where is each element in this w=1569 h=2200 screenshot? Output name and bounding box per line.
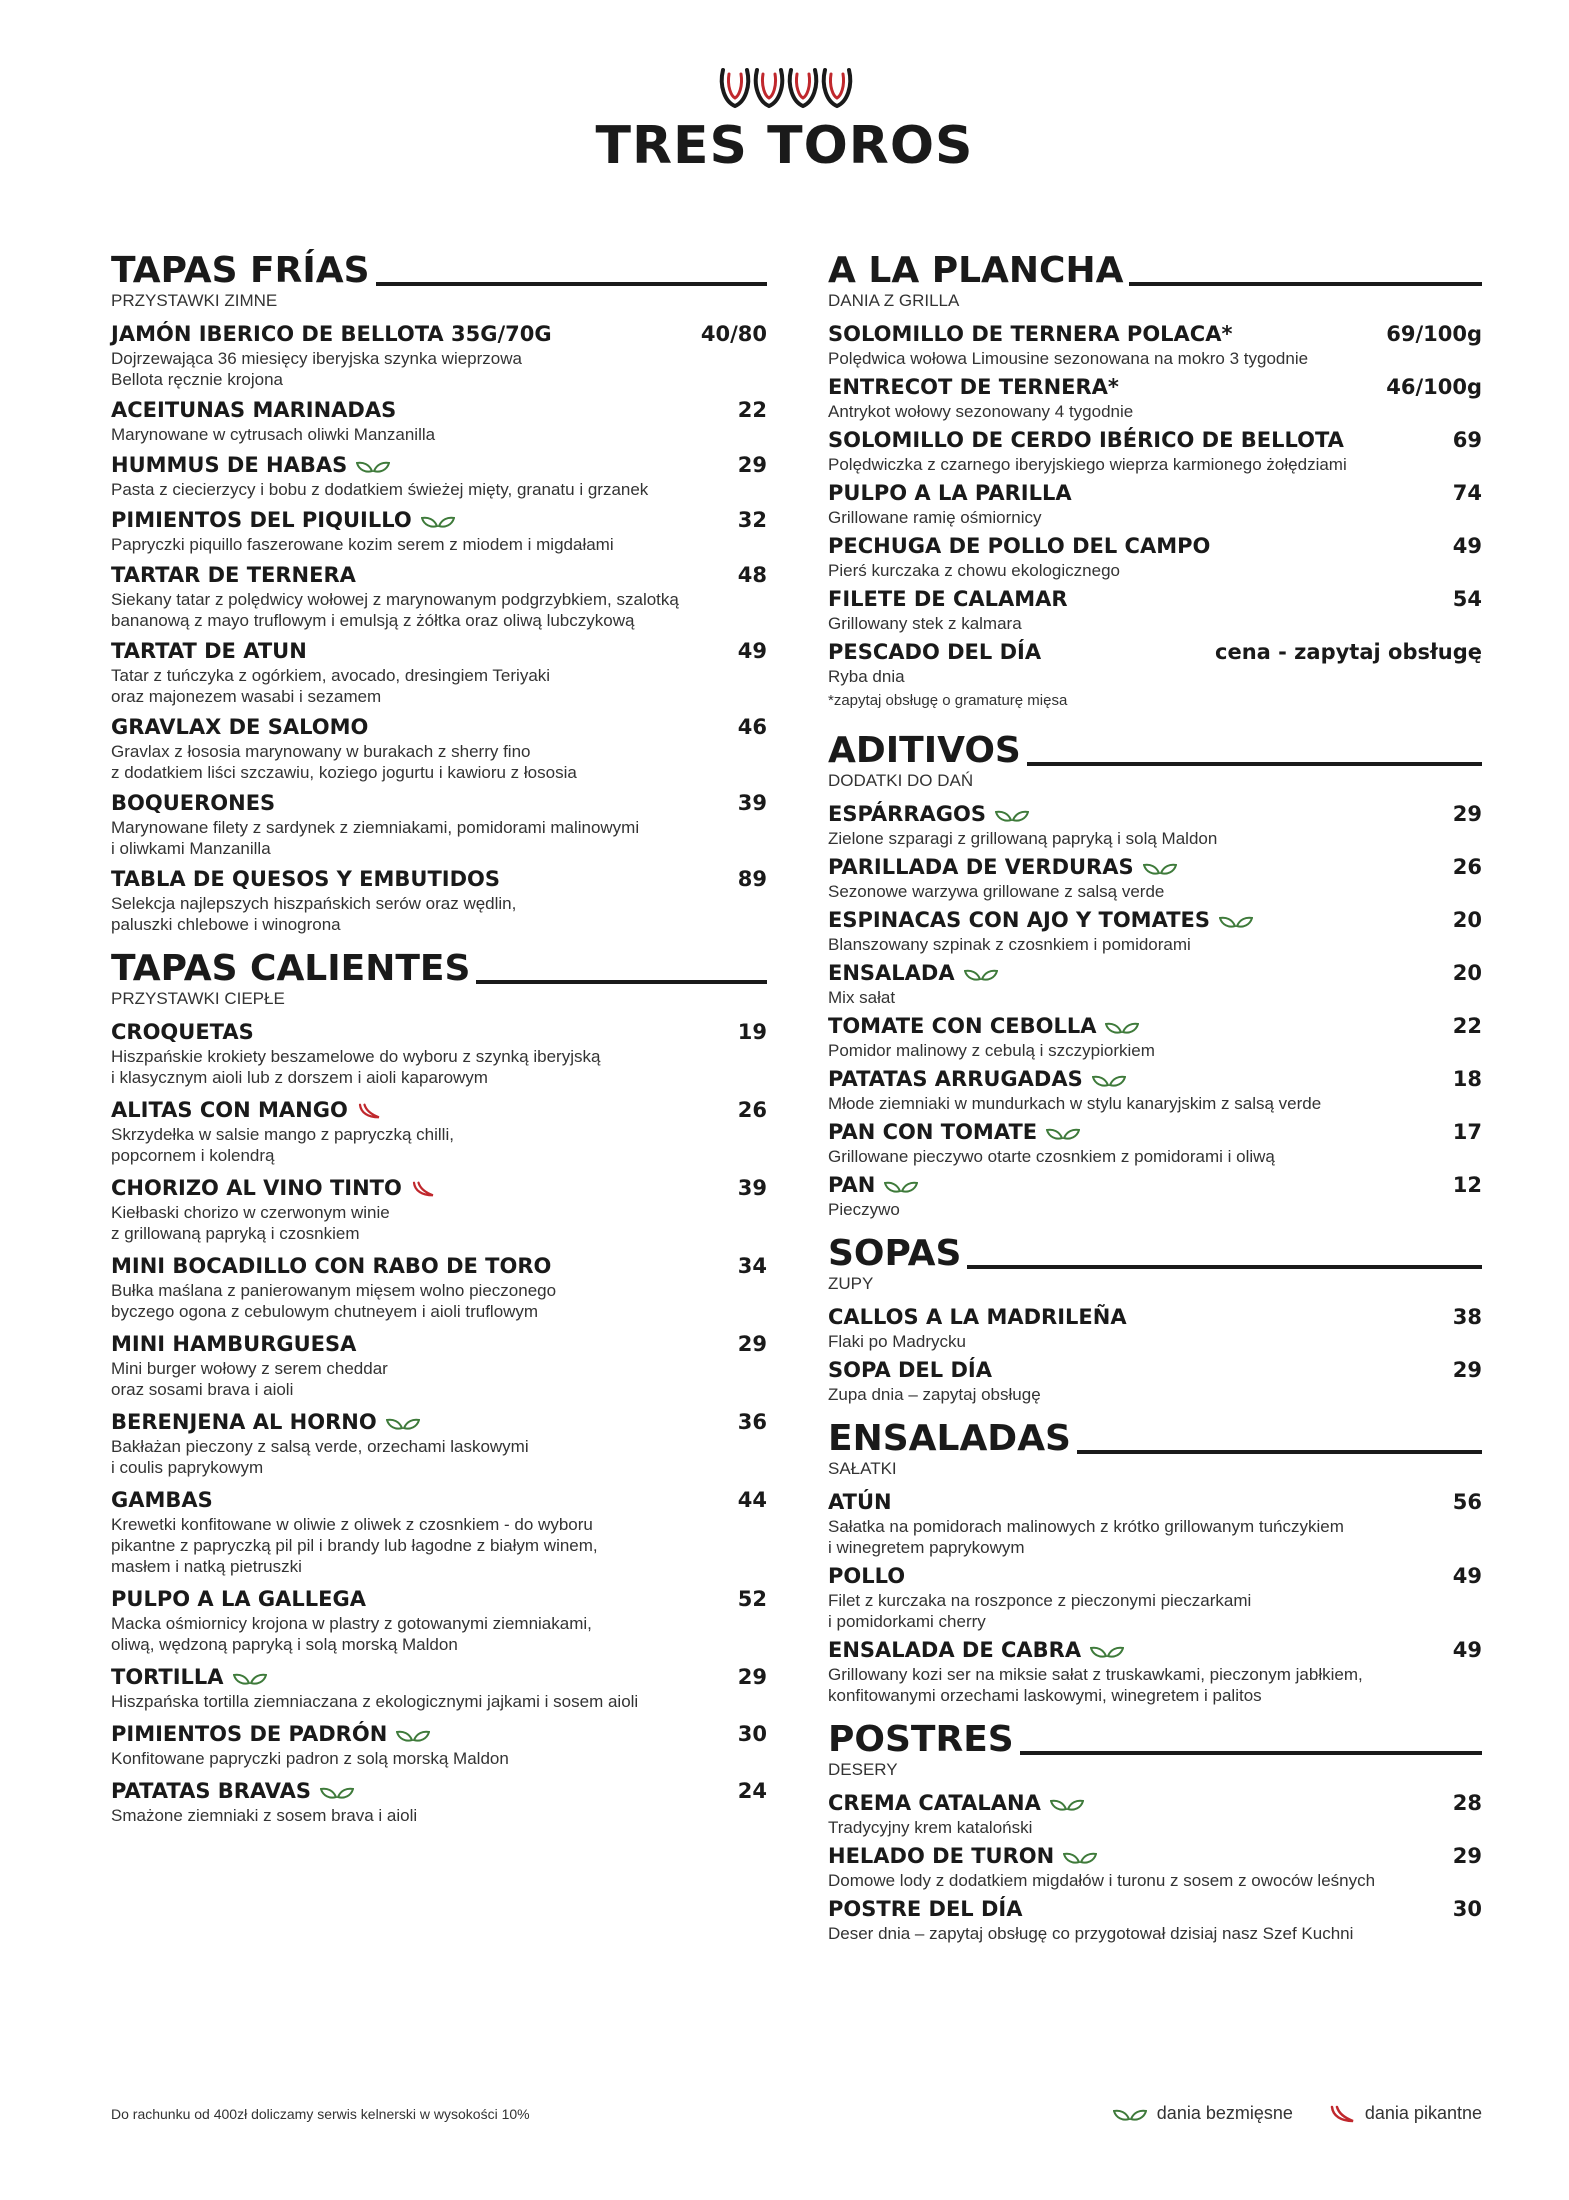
menu-item-price: 44 <box>737 1488 767 1512</box>
menu-item-price: 29 <box>1452 1358 1482 1382</box>
menu-item-description: Siekany tatar z polędwicy wołowej z marynowanym podgrzybkiem, szalotką <box>111 590 679 609</box>
menu-item <box>828 1119 1482 1167</box>
section-divider <box>1027 762 1482 766</box>
menu-item <box>828 427 1482 475</box>
menu-item-description: Pierś kurczaka z chowu ekologicznego <box>828 561 1120 580</box>
menu-item-description: Deser dnia – zapytaj obsługę co przygotował dzisiaj nasz Szef Kuchni <box>828 1924 1354 1943</box>
menu-item-description: Bakłażan pieczony z salsą verde, orzechami laskowymi <box>111 1437 529 1456</box>
menu-item-name: ENSALADA DE CABRA <box>828 1637 1124 1664</box>
menu-item-description: Zielone szparagi z grillowaną papryką i solą Maldon <box>828 829 1218 848</box>
section-title: POSTRES <box>828 1719 1014 1760</box>
menu-item <box>111 1409 767 1478</box>
menu-item <box>111 1721 767 1769</box>
menu-item <box>111 1664 767 1712</box>
menu-item-description: oraz majonezem wasabi i sezamem <box>111 687 382 706</box>
section-title: ENSALADAS <box>828 1418 1071 1459</box>
menu-item-name: PAN CON TOMATE <box>828 1119 1080 1146</box>
menu-item-description: Mini burger wołowy z serem cheddar <box>111 1359 388 1378</box>
menu-item-description: Gravlax z łososia marynowany w burakach z sherry fino <box>111 742 531 761</box>
menu-item-name: PESCADO DEL DÍA <box>828 640 1042 664</box>
section-subtitle: DANIA Z GRILLA <box>828 291 960 310</box>
footer <box>111 2103 1482 2124</box>
menu-item-name: MINI BOCADILLO CON RABO DE TORO <box>111 1254 552 1278</box>
menu-item-name: BERENJENA AL HORNO <box>111 1409 420 1436</box>
menu-item-name: JAMÓN IBERICO DE BELLOTA 35G/70G <box>111 322 552 346</box>
menu-item <box>111 1019 767 1088</box>
menu-item-description: paluszki chlebowe i winogrona <box>111 915 341 934</box>
menu-item <box>111 507 767 555</box>
menu-item-description: i klasycznym aioli lub z dorszem i aioli kaparowym <box>111 1068 488 1087</box>
menu-item-description: Marynowane filety z sardynek z ziemniakami, pomidorami malinowymi <box>111 818 640 837</box>
menu-item <box>828 639 1482 687</box>
menu-item <box>111 714 767 783</box>
section-note: *zapytaj obsługę o gramaturę mięsa <box>828 692 1068 709</box>
menu-item-price: 46/100g <box>1386 375 1482 399</box>
menu-item-description: z dodatkiem liści szczawiu, koziego jogurtu i kawioru z łososia <box>111 763 577 782</box>
menu-item <box>111 1331 767 1400</box>
menu-item-description: Blanszowany szpinak z czosnkiem i pomidorami <box>828 935 1191 954</box>
menu-item-description: Filet z kurczaka na roszponce z pieczonymi pieczarkami <box>828 1591 1252 1610</box>
menu-item-name: SOPA DEL DÍA <box>828 1358 992 1382</box>
brand-name: TRES TOROS <box>595 116 974 176</box>
menu-item-price: 48 <box>737 563 767 587</box>
menu-item-price: 74 <box>1452 481 1482 505</box>
menu-item-price: 22 <box>737 398 767 422</box>
menu-item <box>111 790 767 859</box>
menu-item-price: 69 <box>1452 428 1482 452</box>
leaf-icon <box>1113 2106 1147 2122</box>
leaf-icon <box>320 1784 354 1800</box>
menu-item-price: 24 <box>737 1779 767 1803</box>
menu-item-price: 54 <box>1452 587 1482 611</box>
section-subtitle: DODATKI DO DAŃ <box>828 771 974 790</box>
legend <box>1077 2103 1482 2124</box>
menu-item-name: CALLOS A LA MADRILEÑA <box>828 1305 1127 1329</box>
menu-item-description: oraz sosami brava i aioli <box>111 1380 294 1399</box>
menu-item <box>828 1304 1482 1352</box>
menu-item-price: 22 <box>1452 1014 1482 1038</box>
section-aditivos <box>828 727 1482 1220</box>
leaf-icon <box>995 807 1029 823</box>
section-divider <box>376 282 767 286</box>
menu-item-description: Grillowane ramię ośmiornicy <box>828 508 1042 527</box>
menu-item-price: 34 <box>737 1254 767 1278</box>
menu-item-name: PATATAS ARRUGADAS <box>828 1066 1126 1093</box>
menu-item-price: 56 <box>1452 1490 1482 1514</box>
menu-item-description: Bellota ręcznie krojona <box>111 370 283 389</box>
menu-item <box>111 1097 767 1166</box>
menu-item-name: ENSALADA <box>828 960 998 987</box>
menu-item-price: 26 <box>737 1098 767 1122</box>
menu-item-price: 38 <box>1452 1305 1482 1329</box>
menu-item-name: TARTAR DE TERNERA <box>111 563 356 587</box>
menu-item <box>828 1013 1482 1061</box>
menu-item-name: TOMATE CON CEBOLLA <box>828 1013 1139 1040</box>
menu-item <box>828 1843 1482 1891</box>
menu-item <box>828 1637 1482 1706</box>
menu-item-description: Tradycyjny krem kataloński <box>828 1818 1033 1837</box>
menu-item-name: CROQUETAS <box>111 1020 254 1044</box>
leaf-icon <box>356 458 390 474</box>
menu-item <box>111 1175 767 1244</box>
section-tapas-frias <box>111 247 767 935</box>
chili-icon <box>357 1102 381 1120</box>
menu-item-name: TARTAT DE ATUN <box>111 639 307 663</box>
menu-item <box>111 866 767 935</box>
menu-item-description: Pomidor malinowy z cebulą i szczypiorkiem <box>828 1041 1155 1060</box>
section-header <box>111 247 767 289</box>
menu-item-name: PIMIENTOS DEL PIQUILLO <box>111 507 455 534</box>
menu-item <box>828 1489 1482 1558</box>
menu-item-name: ESPINACAS CON AJO Y TOMATES <box>828 907 1253 934</box>
section-subtitle: DESERY <box>828 1760 898 1779</box>
leaf-icon <box>1090 1643 1124 1659</box>
menu-item-description: Hiszpańskie krokiety beszamelowe do wyboru z szynką iberyjską <box>111 1047 601 1066</box>
section-divider <box>476 980 767 984</box>
menu-item-price: 49 <box>1452 1638 1482 1662</box>
menu-item-description: byczego ogona z cebulowym chutneyem i aioli truflowym <box>111 1302 539 1321</box>
menu-item <box>111 1586 767 1655</box>
section-subtitle: PRZYSTAWKI ZIMNE <box>111 291 278 310</box>
menu-item-price: 49 <box>1452 534 1482 558</box>
bull-horns-icon <box>715 62 855 114</box>
menu-item-description: bananową z mayo truflowym i emulsją z żółtka oraz oliwą lubczykową <box>111 611 635 630</box>
menu-item-description: Pieczywo <box>828 1200 900 1219</box>
legend-vegetarian <box>1113 2103 1293 2124</box>
section-title: TAPAS FRÍAS <box>111 250 370 291</box>
section-header <box>828 1716 1482 1758</box>
menu-item-name: PAN <box>828 1172 918 1199</box>
section-tapas-calientes <box>111 945 767 1826</box>
menu-item-description: Smażone ziemniaki z sosem brava i aioli <box>111 1806 418 1825</box>
menu-item-price: 52 <box>737 1587 767 1611</box>
menu-item-name: SOLOMILLO DE TERNERA POLACA* <box>828 322 1233 346</box>
section-title: ADITIVOS <box>828 730 1021 771</box>
menu-item-name: POLLO <box>828 1564 906 1588</box>
menu-item-price: 12 <box>1452 1173 1482 1197</box>
menu-item-description: Ryba dnia <box>828 667 905 686</box>
menu-item-price: 28 <box>1452 1791 1482 1815</box>
menu-item <box>828 374 1482 422</box>
menu-item-description: Hiszpańska tortilla ziemniaczana z ekologicznymi jajkami i sosem aioli <box>111 1692 639 1711</box>
menu-item-description: Młode ziemniaki w mundurkach w stylu kanaryjskim z salsą verde <box>828 1094 1322 1113</box>
menu-item <box>828 854 1482 902</box>
menu-item-price: 20 <box>1452 961 1482 985</box>
chili-icon <box>1329 2104 1355 2124</box>
section-subtitle: SAŁATKI <box>828 1459 897 1478</box>
menu-item-name: BOQUERONES <box>111 791 276 815</box>
section-header <box>111 945 767 987</box>
menu-item <box>111 321 767 390</box>
menu-item-description: Sałatka na pomidorach malinowych z krótko grillowanym tuńczykiem <box>828 1517 1344 1536</box>
section-header <box>828 727 1482 769</box>
menu-item <box>828 960 1482 1008</box>
section-divider <box>1020 1751 1482 1755</box>
leaf-icon <box>1143 860 1177 876</box>
menu-item-price: 39 <box>737 791 767 815</box>
menu-item-price: 49 <box>1452 1564 1482 1588</box>
left-column <box>111 247 767 1836</box>
menu-item-description: Polędwiczka z czarnego iberyjskiego wieprza karmionego żołędziami <box>828 455 1347 474</box>
menu-item-name: HELADO DE TURON <box>828 1843 1097 1870</box>
menu-item <box>111 1778 767 1826</box>
menu-item-description: Konfitowane papryczki padron z solą morską Maldon <box>111 1749 509 1768</box>
leaf-icon <box>1063 1849 1097 1865</box>
menu-item-description: Selekcja najlepszych hiszpańskich serów oraz wędlin, <box>111 894 517 913</box>
menu-item-name: ESPÁRRAGOS <box>828 801 1029 828</box>
menu-item-price: 32 <box>737 508 767 532</box>
menu-item-price: 29 <box>737 1332 767 1356</box>
menu-item-description: Grillowane pieczywo otarte czosnkiem z pomidorami i oliwą <box>828 1147 1275 1166</box>
menu-item-description: i winegretem paprykowym <box>828 1538 1025 1557</box>
menu-item-price: 30 <box>737 1722 767 1746</box>
menu-item-description: masłem i natką pietruszki <box>111 1557 302 1576</box>
section-title: TAPAS CALIENTES <box>111 948 471 989</box>
menu-item-name: ENTRECOT DE TERNERA* <box>828 375 1119 399</box>
menu-item <box>828 1896 1482 1944</box>
menu-item <box>111 638 767 707</box>
menu-item-description: i coulis paprykowym <box>111 1458 264 1477</box>
menu-item-name: SOLOMILLO DE CERDO IBÉRICO DE BELLOTA <box>828 428 1344 452</box>
menu-item-price: 69/100g <box>1386 322 1482 346</box>
menu-item-description: Pasta z ciecierzycy i bobu z dodatkiem świeżej mięty, granatu i grzanek <box>111 480 649 499</box>
menu-item-description: Polędwica wołowa Limousine sezonowana na mokro 3 tygodnie <box>828 349 1309 368</box>
menu-item-name: TABLA DE QUESOS Y EMBUTIDOS <box>111 867 501 891</box>
menu-item <box>111 562 767 631</box>
menu-item <box>828 907 1482 955</box>
menu-item-name: PULPO A LA PARILLA <box>828 481 1072 505</box>
menu-item <box>111 1487 767 1577</box>
menu-item-name: GAMBAS <box>111 1488 213 1512</box>
section-subtitle: ZUPY <box>828 1274 874 1293</box>
menu-item-name: PATATAS BRAVAS <box>111 1778 354 1805</box>
section-divider <box>1077 1450 1482 1454</box>
menu-item-name: PECHUGA DE POLLO DEL CAMPO <box>828 534 1211 558</box>
menu-item-name: POSTRE DEL DÍA <box>828 1897 1023 1921</box>
menu-item-description: Papryczki piquillo faszerowane kozim serem z miodem i migdałami <box>111 535 614 554</box>
menu-item-name: ATÚN <box>828 1490 892 1514</box>
leaf-icon <box>386 1415 420 1431</box>
menu-item-description: Antrykot wołowy sezonowany 4 tygodnie <box>828 402 1134 421</box>
menu-item-price: 26 <box>1452 855 1482 879</box>
section-title: A LA PLANCHA <box>828 250 1124 291</box>
menu-item-description: pikantne z papryczką pil pil i brandy lub łagodne z białym winem, <box>111 1536 598 1555</box>
menu-item-name: PULPO A LA GALLEGA <box>111 1587 366 1611</box>
section-subtitle: PRZYSTAWKI CIEPŁE <box>111 989 285 1008</box>
logo <box>0 62 1569 176</box>
menu-item-price: 39 <box>737 1176 767 1200</box>
menu-item-price: cena - zapytaj obsługę <box>1215 640 1482 664</box>
menu-item-description: Dojrzewająca 36 miesięcy iberyjska szynka wieprzowa <box>111 349 522 368</box>
menu-item-description: i pomidorkami cherry <box>828 1612 986 1631</box>
menu-item-description: Flaki po Madrycku <box>828 1332 966 1351</box>
menu-item-price: 29 <box>737 1665 767 1689</box>
menu-item-description: Tatar z tuńczyka z ogórkiem, avocado, dresingiem Teriyaki <box>111 666 551 685</box>
menu-item-name: MINI HAMBURGUESA <box>111 1332 357 1356</box>
menu-item-name: ALITAS CON MANGO <box>111 1097 381 1124</box>
leaf-icon <box>1092 1072 1126 1088</box>
menu-item <box>828 1790 1482 1838</box>
menu-item-price: 20 <box>1452 908 1482 932</box>
menu-item <box>828 801 1482 849</box>
menu-item <box>828 1172 1482 1220</box>
menu-item-name: PARILLADA DE VERDURAS <box>828 854 1177 881</box>
menu-item-price: 89 <box>737 867 767 891</box>
menu-item <box>828 1563 1482 1632</box>
menu-item-description: Macka ośmiornicy krojona w plastry z gotowanymi ziemniakami, <box>111 1614 592 1633</box>
section-sopas <box>828 1230 1482 1405</box>
menu-item-name: FILETE DE CALAMAR <box>828 587 1068 611</box>
section-postres <box>828 1716 1482 1944</box>
menu-item-description: Grillowany kozi ser na miksie sałat z truskawkami, pieczonym jabłkiem, <box>828 1665 1363 1684</box>
menu-item-description: Mix sałat <box>828 988 896 1007</box>
section-title: SOPAS <box>828 1233 962 1274</box>
menu-item-description: Sezonowe warzywa grillowane z salsą verde <box>828 882 1165 901</box>
leaf-icon <box>1050 1796 1084 1812</box>
legend-spicy <box>1329 2103 1482 2124</box>
section-divider <box>967 1265 1482 1269</box>
menu-item-description: Domowe lody z dodatkiem migdałów i turonu z sosem z owoców leśnych <box>828 1871 1376 1890</box>
menu-item-name: CHORIZO AL VINO TINTO <box>111 1175 435 1202</box>
service-charge-note: Do rachunku od 400zł doliczamy serwis kelnerski w wysokości 10% <box>111 2105 530 2122</box>
section-header <box>828 1230 1482 1272</box>
menu-item <box>111 452 767 500</box>
menu-item-description: oliwą, wędzoną papryką i solą morską Maldon <box>111 1635 458 1654</box>
menu-item-price: 29 <box>1452 1844 1482 1868</box>
menu-item-name: ACEITUNAS MARINADAS <box>111 398 397 422</box>
menu-item <box>111 397 767 445</box>
menu-item <box>828 586 1482 634</box>
menu-item-price: 40/80 <box>700 322 767 346</box>
right-column <box>828 247 1482 1954</box>
menu-item-description: Bułka maślana z panierowanym mięsem wolno pieczonego <box>111 1281 557 1300</box>
leaf-icon <box>964 966 998 982</box>
menu-item-price: 19 <box>737 1020 767 1044</box>
leaf-icon <box>1219 913 1253 929</box>
menu-item-price: 30 <box>1452 1897 1482 1921</box>
menu-item <box>111 1253 767 1322</box>
menu-item-description: Krewetki konfitowane w oliwie z oliwek z czosnkiem - do wyboru <box>111 1515 593 1534</box>
menu-item <box>828 1357 1482 1405</box>
menu-item-name: GRAVLAX DE SALOMO <box>111 715 369 739</box>
menu-item-description: Marynowane w cytrusach oliwki Manzanilla <box>111 425 436 444</box>
menu-item-description: Kiełbaski chorizo w czerwonym winie <box>111 1203 390 1222</box>
leaf-icon <box>884 1178 918 1194</box>
legend-spicy-label: dania pikantne <box>1364 2103 1482 2123</box>
menu-item-price: 36 <box>737 1410 767 1434</box>
menu-item-price: 17 <box>1452 1120 1482 1144</box>
menu-item-description: z grillowaną papryką i czosnkiem <box>111 1224 360 1243</box>
menu-item-price: 49 <box>737 639 767 663</box>
menu-item-name: TORTILLA <box>111 1664 267 1691</box>
menu-item-price: 46 <box>737 715 767 739</box>
menu-item-description: Grillowany stek z kalmara <box>828 614 1022 633</box>
leaf-icon <box>233 1670 267 1686</box>
chili-icon <box>411 1180 435 1198</box>
section-a-la-plancha <box>828 247 1482 709</box>
menu-item <box>828 1066 1482 1114</box>
section-ensaladas <box>828 1415 1482 1706</box>
section-header <box>828 247 1482 289</box>
menu-item-name: HUMMUS DE HABAS <box>111 452 390 479</box>
menu-item-description: konfitowanymi orzechami laskowymi, winegretem i palitos <box>828 1686 1262 1705</box>
menu-item-description: popcornem i kolendrą <box>111 1146 275 1165</box>
menu-item-price: 29 <box>1452 802 1482 826</box>
menu-item-name: CREMA CATALANA <box>828 1790 1084 1817</box>
menu-item <box>828 480 1482 528</box>
leaf-icon <box>421 513 455 529</box>
section-header <box>828 1415 1482 1457</box>
menu-item-description: Skrzydełka w salsie mango z papryczką chilli, <box>111 1125 454 1144</box>
menu-item <box>828 533 1482 581</box>
leaf-icon <box>1105 1019 1139 1035</box>
leaf-icon <box>1046 1125 1080 1141</box>
legend-vegetarian-label: dania bezmięsne <box>1156 2103 1293 2123</box>
menu-item-description: Zupa dnia – zapytaj obsługę <box>828 1385 1041 1404</box>
menu-item <box>828 321 1482 369</box>
menu-item-price: 18 <box>1452 1067 1482 1091</box>
menu-item-price: 29 <box>737 453 767 477</box>
leaf-icon <box>396 1727 430 1743</box>
menu-item-description: i oliwkami Manzanilla <box>111 839 271 858</box>
menu-item-name: PIMIENTOS DE PADRÓN <box>111 1721 430 1748</box>
section-divider <box>1129 282 1482 286</box>
